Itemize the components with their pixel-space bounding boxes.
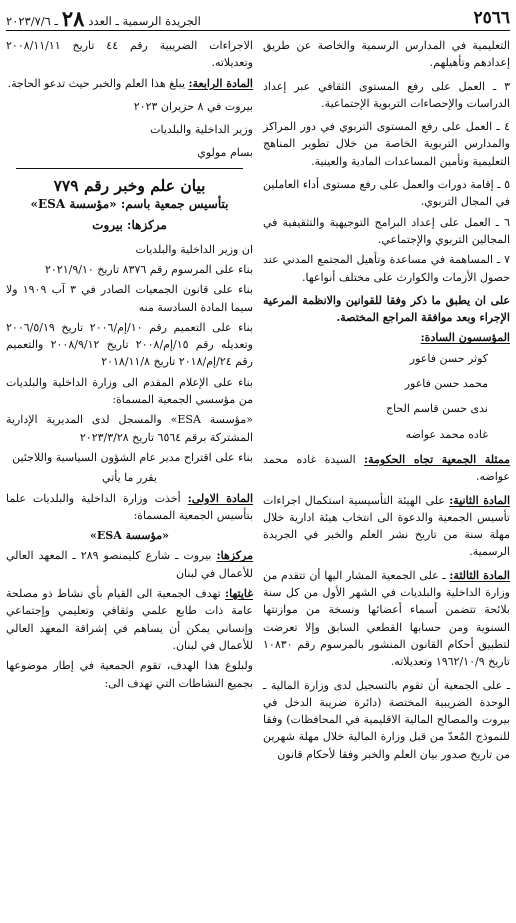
preamble-line: بناء على قانون الجمعيات الصادر في ٣ آب ١٩٠٩ ولا سيما المادة السادسة منه (6, 283, 253, 314)
association-name: «مؤسسة ESA» (90, 529, 169, 543)
goal-label: غايتها: (225, 587, 253, 601)
article-3-label: المادة الثالثة: (449, 568, 510, 582)
notice-title: بيان علم وخبر رقم ٧٧٩ (53, 175, 206, 195)
article-2-label: المادة الثانية: (449, 493, 510, 507)
issue-number: ٢٨ (61, 6, 85, 31)
issue-info (6, 6, 201, 31)
issue-date: ـ ٢٠٢٣/٧/٦ (6, 14, 58, 28)
legal-notice: على ان يطبق ما ذكر وفقا للقوانين والانظمة المرعية الإجراء وبعد موافقة المراجع المختصة. (263, 293, 510, 325)
article-4-text: يبلغ هذا العلم والخبر حيث تدعو الحاجة. (7, 76, 186, 90)
tax-registration: ـ على الجمعية أن تقوم بالتسجيل لدى وزارة المالية ـ الوحدة الضريبية المختصة (دائرة ضريبة الدخل في بيروت والمصالح المالية الاقليمية في المحافظات) وفقا للنموذج المُعدّ من قبل وزارة المالية خلال مهلة شهرين من تاريخ صدور بيان العلم والخبر وفقا لأحكام قانون (263, 678, 510, 761)
goal-item-5: ٥ ـ إقامة دورات والعمل على رفع مستوى أداء العاملين في المجال التربوي. (263, 178, 510, 209)
goal-text: تهدف الجمعية الى القيام بأي نشاط ذو مصلحة عامة ذات طابع علمي وثقافي وتعليمي وإجتماعي وإنساني يمكن أن يساهم في إشراقة المعهد العالي للأعمال في لبنان. (6, 587, 253, 652)
article-2-text: على الهيئة التأسيسية استكمال اجراءات تأسيس الجمعية والدعوة الى انتخاب هيئة ادارية خلال مهلة سنة من تاريخ نشر العلم والخبر في الجريدة الرسمية. (263, 493, 510, 559)
founder-name: ندى حسن قاسم الحاج (385, 402, 488, 416)
founder-name: محمد حسن فاعور (404, 377, 488, 391)
representative-name: السيدة غاده محمد عواضه. (263, 452, 510, 484)
representative (263, 451, 510, 486)
founders-list (263, 350, 510, 443)
article-2 (263, 492, 510, 561)
paragraph: ولبلوغ هذا الهدف، تقوم الجمعية في إطار موضوعها بجميع النشاطات التي تهدف الى: (6, 659, 253, 690)
two-columns (6, 37, 510, 766)
founders-heading: المؤسسون السادة: (420, 331, 510, 345)
minister-name: بسام مولوي (197, 146, 253, 160)
article-1-label: المادة الاولى: (187, 491, 254, 505)
left-column (6, 37, 253, 766)
paragraph: التعليمية في المدارس الرسمية والخاصة عن طريق إعدادهم وتأهيلهم. (263, 39, 510, 70)
goal-item-3: ٣ ـ العمل على رفع المستوى الثقافي عبر إعداد الدراسات والإحصاءات التربوية الإجتماعية. (263, 79, 510, 110)
headquarters-label: مركزها: (216, 549, 254, 563)
decision-line: يقرر ما يأتي (102, 471, 157, 485)
notice-subtitle: بتأسيس جمعية باسم: «مؤسسة ESA» (30, 197, 229, 212)
headquarters-text: بيروت ـ شارع كليمنصو ٢٨٩ ـ المعهد العالي للأعمال في لبنان (6, 549, 253, 580)
article-3-text: ـ على الجمعية المشار اليها أن تتقدم من وزارة الداخلية والبلديات في الشهر الأول من كل سنة بلائحة تتضمن أسماء أعضائها ونسخة من موازنتها السنوية ومن حسابها القطعي السابق وإلا تعرضت لتطبيق أحكام القانون المنشور بالمرسوم رقم ١٠٨٣٠ تاريخ ١٩٦٢/١٠/٩ وتعديلاته. (263, 568, 510, 669)
preamble-line: بناء على التعميم رقم ١٠/إم/٢٠٠٦ تاريخ ٢٠٠٦/٥/١٩ وتعديله رقم ١٥/إم/٢٠٠٨ تاريخ ٢٠٠٨/٩/١٢ والتعميم رقم ٢٤/إم/٢٠١٨ تاريخ ٢٠١٨/١١/٨ (6, 320, 253, 369)
article-1 (6, 490, 253, 525)
preamble-line: «مؤسسة ESA» والمسجل لدى المديرية الإدارية المشتركة برقم ٦٥٦٤ تاريخ ٢٠٢٣/٣/٢٨ (6, 413, 253, 444)
paragraph: الاجراءات الضريبية رقم ٤٤ تاريخ ٢٠٠٨/١١/١١ وتعديلاته. (6, 39, 253, 70)
founder-name: غاده محمد عواضه (405, 427, 488, 441)
goal-item-4: ٤ ـ العمل على رفع المستوى التربوي في دور المراكز والمدارس التربوية الخاصة من خلال تطوير المناهج التعليمية وتأمين المساعدات المادية والعينية. (263, 120, 510, 168)
goal-item-7: ٧ ـ المساهمة في مساعدة وتأهيل المجتمع المدني عند حصول الأزمات والكوارث على مختلف أنواعها. (263, 253, 510, 284)
article-3 (263, 567, 510, 671)
section-divider (16, 168, 243, 169)
article-4 (6, 75, 253, 92)
preamble-line: بناء على اقتراح مدير عام الشؤون السياسية واللاجئين (12, 450, 253, 464)
signature-block (6, 98, 253, 162)
notice-hq: مركزها: بيروت (92, 218, 167, 233)
article-1-text: أخذت وزارة الداخلية والبلديات علما بتأسيس الجمعية المسماة: (6, 491, 253, 522)
minister-title: وزير الداخلية والبلديات (150, 123, 253, 137)
founder-name: كوثر حسن فاعور (409, 351, 488, 365)
preamble-line: بناء على المرسوم رقم ٨٣٧٦ تاريخ ٢٠٢١/٩/١٠ (44, 262, 253, 276)
right-column (263, 37, 510, 766)
preamble-line: ان وزير الداخلية والبلديات (135, 242, 253, 256)
issue-prefix: الجريدة الرسمية ـ العدد (88, 14, 201, 28)
goal-item-6: ٦ ـ العمل على إعداد البرامج التوجيهية والتثقيفية في المجالين التربوي والإجتماعي. (263, 215, 510, 246)
place-date: بيروت في ٨ حزيران ٢٠٢٣ (133, 99, 253, 113)
headquarters (6, 547, 253, 582)
representative-label: ممثلة الجمعية تجاه الحكومة: (364, 452, 510, 466)
page-number: ٢٥٦٦ (473, 8, 510, 28)
preamble-line: بناء على الإعلام المقدم الى وزارة الداخلية والبلديات من مؤسسي الجمعية المسماة: (6, 375, 253, 407)
article-4-label: المادة الرابعة: (188, 76, 253, 90)
goal (6, 585, 253, 654)
page-header (6, 6, 510, 31)
